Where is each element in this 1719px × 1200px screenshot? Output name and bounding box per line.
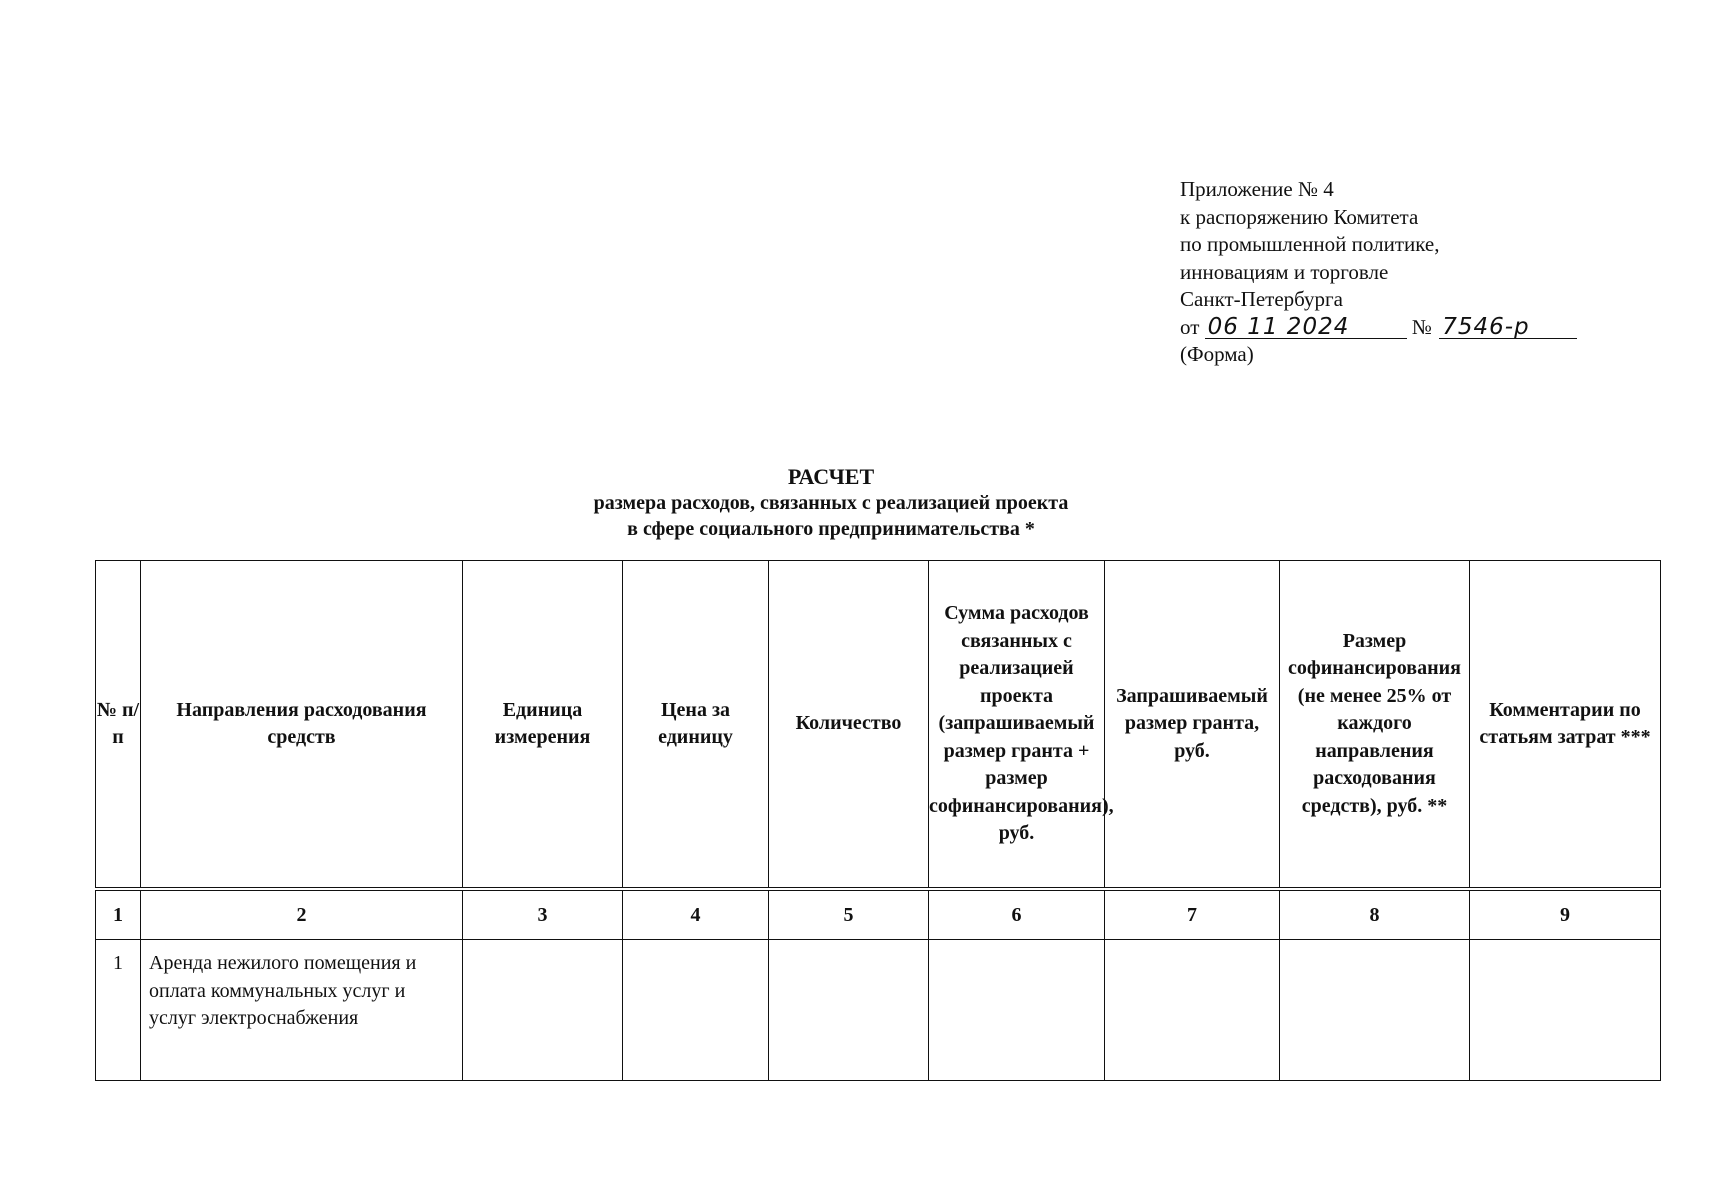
row-total-cell [929,940,1105,1081]
column-number-cell: 9 [1470,889,1661,940]
column-number-cell: 1 [96,889,141,940]
appendix-block [1180,176,1577,369]
form-label: (Форма) [1180,342,1254,366]
appendix-line-2: к распоряжению Комитета [1180,204,1419,229]
column-number-cell: 6 [929,889,1105,940]
header-cell: № п/п [96,561,141,890]
row-comment-cell [1470,940,1661,1081]
appendix-date-line [1180,314,1577,342]
handwritten-date: 06 11 2024 [1205,316,1407,339]
appendix-line-5: Санкт-Петербурга [1180,287,1343,311]
row-grant-cell [1105,940,1280,1081]
title-line-2: размера расходов, связанных с реализацией проекта [593,492,1069,514]
row-cofinancing-cell [1280,940,1470,1081]
number-label: № [1411,314,1432,339]
handwritten-number: 7546-р [1439,316,1577,339]
header-cell: Комментарии по статьям затрат *** [1470,561,1661,890]
table-header-row [96,561,1661,890]
header-cell: Направления расходования средств [141,561,463,890]
header-cell: Запрашиваемый размер гранта, руб. [1105,561,1280,890]
table-row [96,940,1661,1081]
column-number-cell: 2 [141,889,463,940]
row-unit-cell [463,940,623,1081]
column-number-row [96,889,1661,940]
column-number-cell: 3 [463,889,623,940]
column-number-cell: 8 [1280,889,1470,940]
row-number-cell: 1 [96,940,141,1081]
document-title [0,464,1662,542]
row-quantity-cell [769,940,929,1081]
appendix-line-3: по промышленной политике, [1180,232,1440,256]
header-cell: Размер софинансирования (не менее 25% от каждого направления расходования средств), руб. ** [1280,561,1470,890]
column-number-cell: 7 [1105,889,1280,940]
appendix-number: Приложение № 4 [1180,177,1334,201]
row-direction-cell: Аренда нежилого помещения и оплата коммунальных услуг и услуг электроснабжения [141,940,463,1081]
header-cell: Цена за единицу [623,561,769,890]
from-label: от [1180,314,1200,339]
row-price-cell [623,940,769,1081]
expense-table [95,560,1661,1081]
title-line-3: в сфере социального предпринимательства * [627,518,1035,540]
appendix-line-4: инновациям и торговле [1180,259,1389,284]
header-cell: Единица измерения [463,561,623,890]
header-cell: Количество [769,561,929,890]
title-main: РАСЧЕТ [787,464,875,489]
column-number-cell: 4 [623,889,769,940]
header-cell: Сумма расходов связанных с реализацией проекта (запрашиваемый размер гранта + размер софинансирования), руб. [929,561,1105,890]
column-number-cell: 5 [769,889,929,940]
